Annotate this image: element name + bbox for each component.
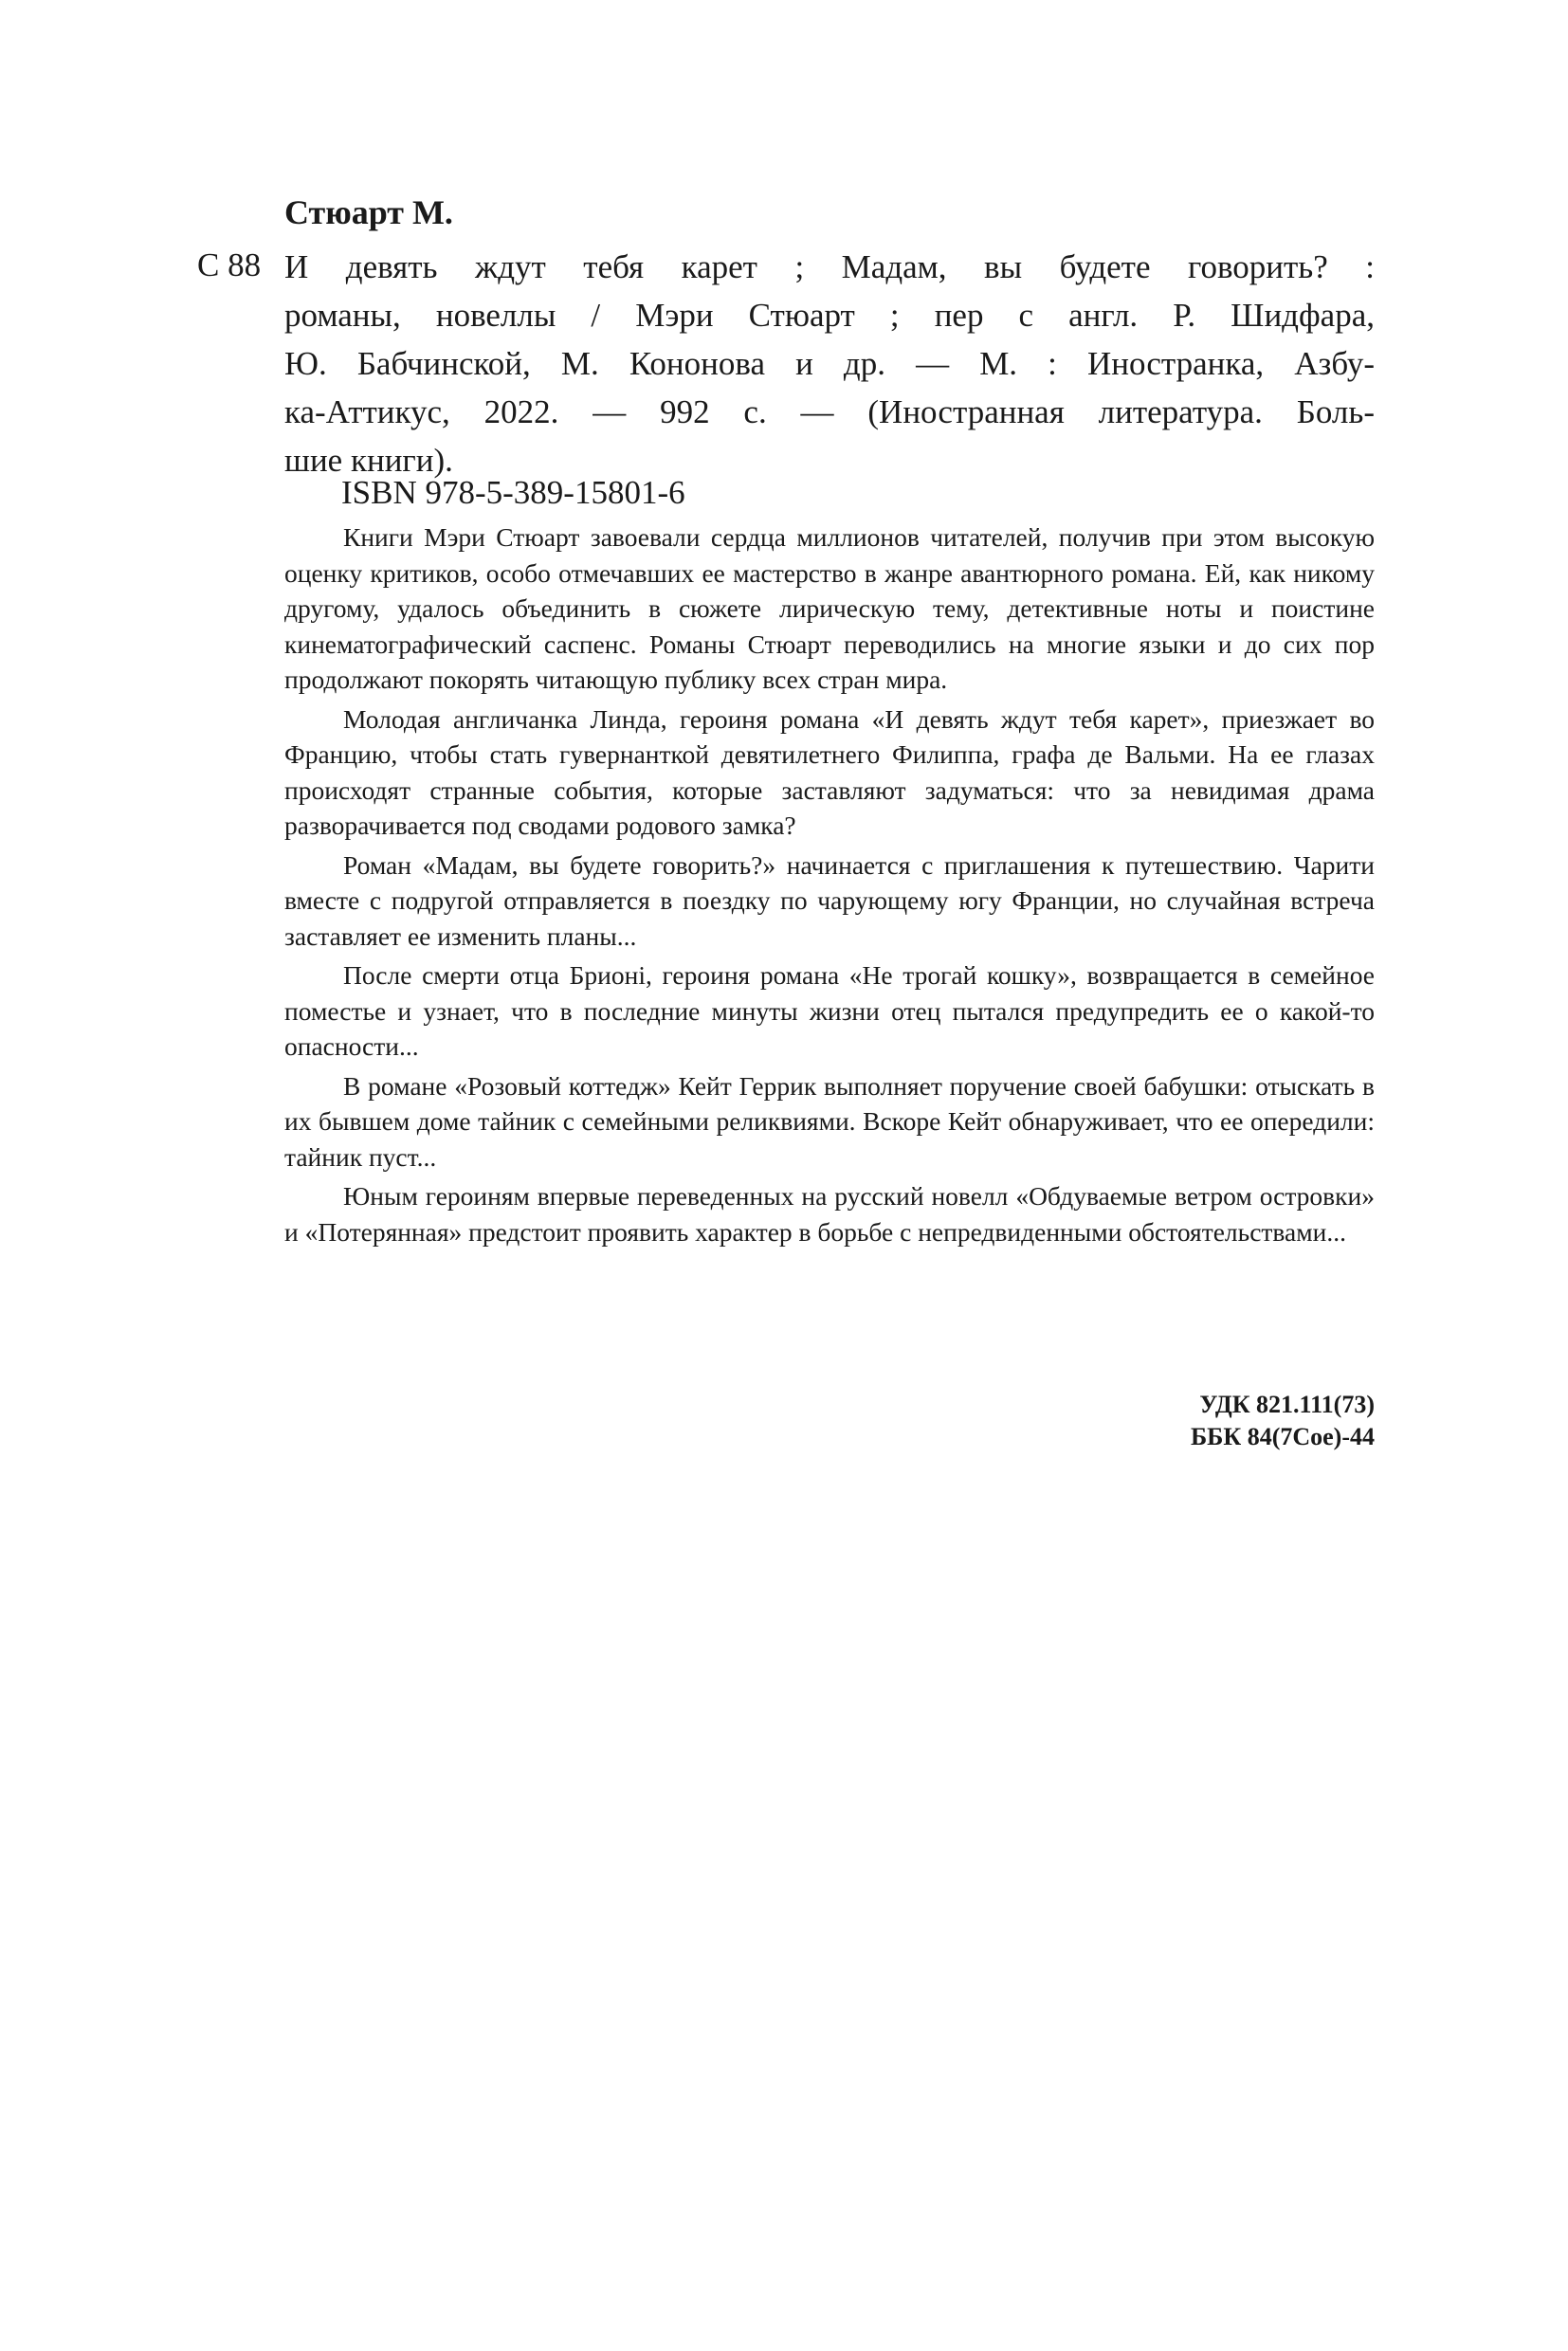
author-mark-code: С 88: [197, 246, 262, 283]
bibliographic-line: ка-Аттикус, 2022. — 992 с. — (Иностранная литература. Боль-: [284, 393, 1375, 430]
annotation: [284, 519, 1375, 1253]
isbn: ISBN 978-5-389-15801-6: [341, 474, 685, 511]
udk-code: УДК 821.111(73): [1199, 1391, 1375, 1418]
bibliographic-description: [284, 243, 1375, 484]
classification-codes: [995, 1389, 1375, 1453]
annotation-paragraph: После смерти отца Брионі, героиня романа «Не трогай кошку», возвращается в семейное поместье и узнает, что в последние минуты жизни отец пытался предупредить ее о какой-то опасности...: [284, 960, 1375, 1061]
annotation-paragraph: Юным героиням впервые переведенных на русский новелл «Обдуваемые ветром островки» и «Потерянная» предстоит проявить характер в борьбе с непредвиденными обстоятельствами...: [284, 1181, 1375, 1247]
author-heading: Стюарт М.: [284, 193, 453, 231]
annotation-paragraph: Роман «Мадам, вы будете говорить?» начинается с приглашения к путешествию. Чарити вместе с подругой отправляется в поездку по чарующему югу Франции, но случайная встреча заставляет ее изменить планы...: [284, 849, 1375, 951]
annotation-paragraph: В романе «Розовый коттедж» Кейт Геррик выполняет поручение своей бабушки: отыскать в их бывшем доме тайник с семейными реликвиями. Вскоре Кейт обнаруживает, что ее опередили: тайник пуст...: [284, 1070, 1375, 1172]
bibliographic-line: романы, новеллы / Мэри Стюарт ; пер с англ. Р. Шидфара,: [284, 297, 1375, 334]
annotation-paragraph: Книги Мэри Стюарт завоевали сердца миллионов читателей, получив при этом высокую оценку критиков, особо отмечавших ее мастерство в жанре авантюрного романа. Ей, как никому другому, удалось объединить в сюжете лирическую тему, детективные ноты и поистине кинематографический саспенс. Романы Стюарт переводились на многие языки и до сих пор продолжают покорять читающую публику всех стран мира.: [284, 522, 1375, 694]
bibliographic-line: Ю. Бабчинской, М. Кононова и др. — М. : Иностранка, Азбу-: [284, 345, 1375, 382]
bibliographic-line: И девять ждут тебя карет ; Мадам, вы будете говорить? :: [284, 248, 1375, 285]
bbk-code: ББК 84(7Сое)-44: [1190, 1423, 1375, 1450]
annotation-paragraph: Молодая англичанка Линда, героиня романа «И девять ждут тебя карет», приезжает во Францию, чтобы стать гувернанткой девятилетнего Филиппа, графа де Вальми. На ее глазах происходят странные события, которые заставляют задуматься: что за невидимая драма разворачивается под сводами родового замка?: [284, 703, 1375, 840]
bibliographic-line: шие книги).: [284, 442, 453, 479]
